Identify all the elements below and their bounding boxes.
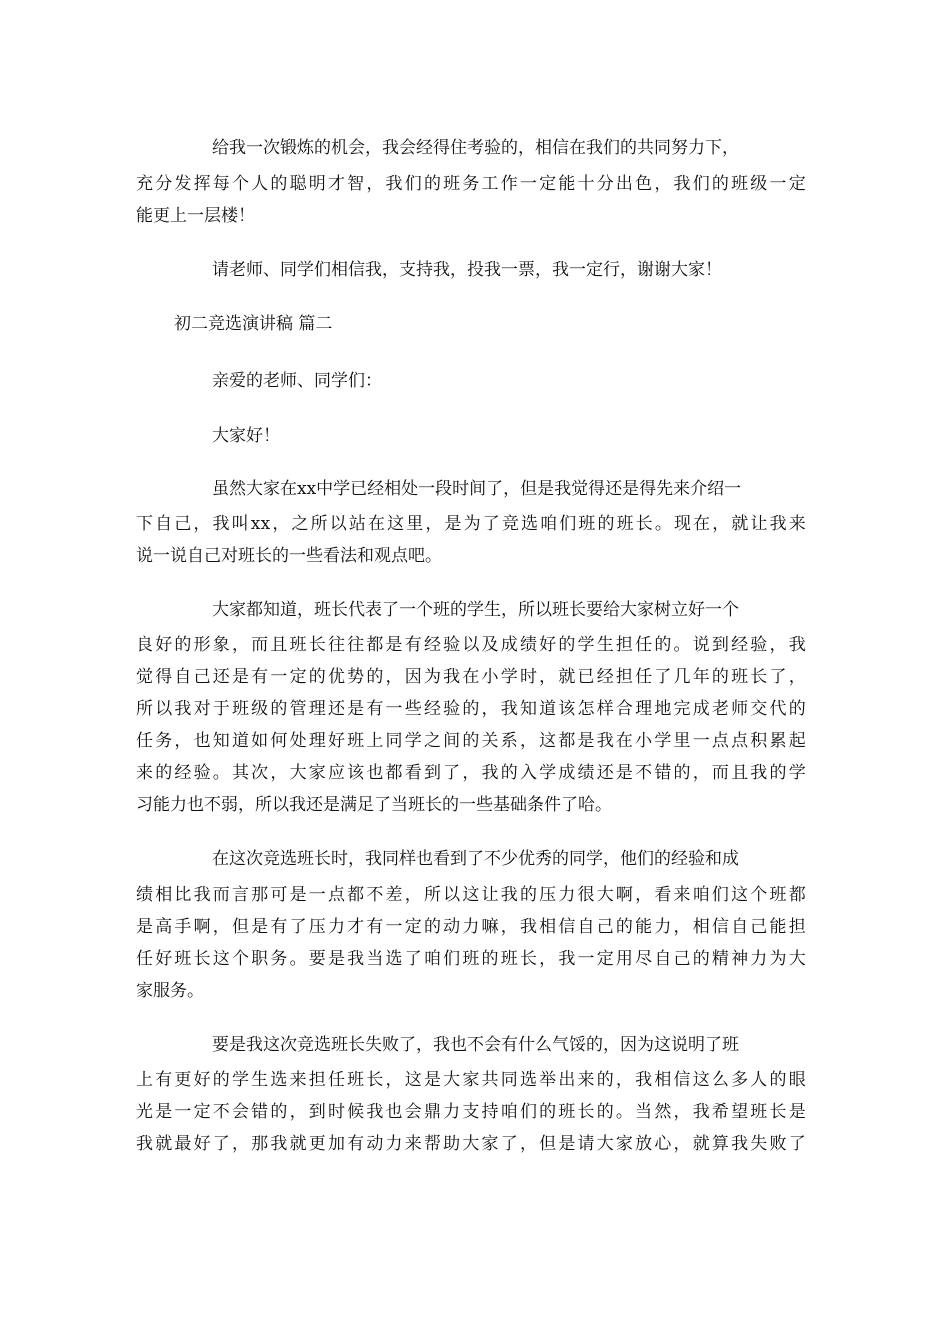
paragraph-line: 习能力也不弱，所以我还是满足了当班长的一些基础条件了哈。 <box>136 795 612 815</box>
paragraph-line: 来的经验。其次，大家应该也都看到了，我的入学成绩还是不错的，而且我的学 <box>136 763 806 783</box>
paragraph-line: 任务，也知道如何处理好班上同学之间的关系，这都是我在小学里一点点积累起 <box>136 731 806 751</box>
paragraph-line: 上有更好的学生选来担任班长，这是大家共同选举出来的，我相信这么多人的眼 <box>136 1070 806 1090</box>
paragraph-line: 给我一次锻炼的机会，我会经得住考验的，相信在我们的共同努力下， <box>212 138 739 158</box>
paragraph-line: 在这次竞选班长时，我同样也看到了不少优秀的同学，他们的经验和成 <box>212 849 739 869</box>
paragraph-line: 要是我这次竞选班长失败了，我也不会有什么气馁的，因为这说明了班 <box>212 1035 739 1055</box>
paragraph-line: 觉得自己还是有一定的优势的，因为我在小学时，就已经担任了几年的班长了， <box>136 667 806 687</box>
section-heading: 初二竞选演讲稿 篇二 <box>174 314 333 334</box>
paragraph-line: 下自己，我叫xx，之所以站在这里，是为了竞选咱们班的班长。现在，就让我来 <box>136 514 806 534</box>
paragraph-line: 所以我对于班级的管理还是有一些经验的，我知道该怎样合理地完成老师交代的 <box>136 699 806 719</box>
paragraph-line: 我就最好了，那我就更加有动力来帮助大家了，但是请大家放心，就算我失败了 <box>136 1134 806 1154</box>
greeting: 大家好！ <box>212 426 280 446</box>
paragraph-line: 充分发挥每个人的聪明才智，我们的班务工作一定能十分出色，我们的班级一定 <box>136 174 806 194</box>
paragraph-line: 能更上一层楼！ <box>136 206 255 226</box>
paragraph-line: 虽然大家在xx中学已经相处一段时间了，但是我觉得还是得先来介绍一 <box>212 479 742 499</box>
paragraph-line: 大家都知道，班长代表了一个班的学生，所以班长要给大家树立好一个 <box>212 600 739 620</box>
paragraph-line: 请老师、同学们相信我，支持我，投我一票，我一定行，谢谢大家！ <box>212 260 722 280</box>
salutation: 亲爱的老师、同学们： <box>212 371 382 391</box>
paragraph-line: 良好的形象，而且班长往往都是有经验以及成绩好的学生担任的。说到经验，我 <box>136 635 806 655</box>
paragraph-line: 任好班长这个职务。要是我当选了咱们班的班长，我一定用尽自己的精神力为大 <box>136 949 806 969</box>
paragraph-line: 是高手啊，但是有了压力才有一定的动力嘛，我相信自己的能力，相信自己能担 <box>136 917 806 937</box>
paragraph-line: 家服务。 <box>136 981 204 1001</box>
paragraph-line: 光是一定不会错的，到时候我也会鼎力支持咱们的班长的。当然，我希望班长是 <box>136 1102 806 1122</box>
paragraph-line: 绩相比我而言那可是一点都不差，所以这让我的压力很大啊，看来咱们这个班都 <box>136 885 806 905</box>
paragraph-line: 说一说自己对班长的一些看法和观点吧。 <box>136 546 442 566</box>
